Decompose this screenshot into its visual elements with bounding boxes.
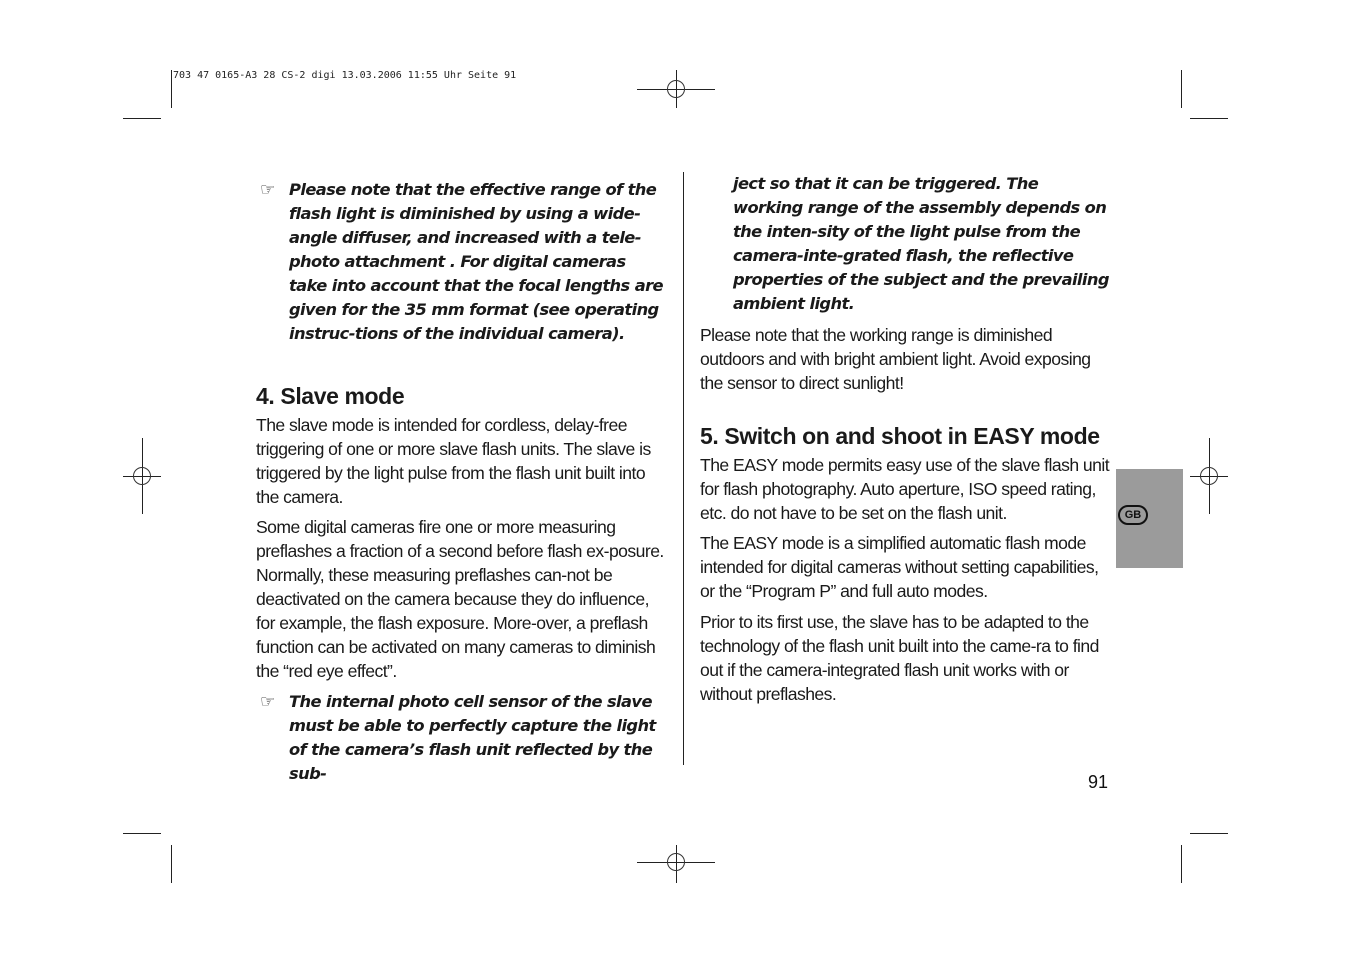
- crop-mark: [1181, 70, 1182, 108]
- section-heading: 4. Slave mode: [256, 383, 405, 409]
- language-badge: GB: [1118, 505, 1148, 525]
- note-text: ject so that it can be triggered. The working range of the assembly depends on the inten-sity of the light pulse from the camera-inte-grated flash, the reflective properties of the subject and the prevailing ambient light.: [733, 174, 1109, 313]
- pointing-hand-icon: ☞: [260, 692, 276, 712]
- registration-mark: [133, 467, 151, 485]
- note-block: [256, 690, 668, 786]
- paragraph: Some digital cameras fire one or more measuring preflashes a fraction of a second before flash ex-posure. Normally, these measuring preflashes can-not be deactivated on the camera because they do influence, for example, the flash exposure. More-over, a preflash function can be activated on many cameras to diminish the “red eye effect”.: [256, 517, 664, 681]
- note-block: [256, 178, 668, 346]
- registration-mark: [667, 853, 685, 871]
- paragraph: The EASY mode is a simplified automatic flash mode intended for digital cameras without setting capabilities, or the “Program P” and full auto modes.: [700, 533, 1099, 601]
- column-divider: [683, 172, 684, 765]
- left-column: [256, 178, 668, 786]
- note-text: Please note that the effective range of the flash light is diminished by using a wide-angle diffuser, and increased with a tele-photo attachment . For digital cameras take into account that the focal lengths are given for the 35 mm format (see operating instruc-tions of the individual camera).: [289, 180, 663, 343]
- pointing-hand-icon: ☞: [260, 180, 276, 200]
- crop-mark: [1181, 845, 1182, 883]
- crop-mark: [123, 833, 161, 834]
- registration-mark: [667, 80, 685, 98]
- crop-mark: [1190, 118, 1228, 119]
- page-number: 91: [1088, 772, 1109, 792]
- right-column: [700, 172, 1110, 706]
- paragraph: The slave mode is intended for cordless, delay-free triggering of one or more slave flash units. The slave is triggered by the light pulse from the flash unit built into the camera.: [256, 415, 651, 507]
- crop-mark: [123, 118, 161, 119]
- paragraph: The EASY mode permits easy use of the slave flash unit for flash photography. Auto aperture, ISO speed rating, etc. do not have to be set on the flash unit.: [700, 455, 1110, 523]
- note-text: The internal photo cell sensor of the slave must be able to perfectly capture the light of the camera’s flash unit reflected by the sub-: [289, 692, 656, 783]
- crop-mark: [171, 845, 172, 883]
- paragraph: Prior to its first use, the slave has to be adapted to the technology of the flash unit built into the came-ra to find out if the camera-integrated flash unit works with or without preflashes.: [700, 612, 1099, 704]
- print-header: 703 47 0165-A3 28 CS-2 digi 13.03.2006 11:55 Uhr Seite 91: [173, 70, 517, 81]
- crop-mark: [171, 70, 172, 108]
- registration-mark: [1200, 467, 1218, 485]
- section-heading: 5. Switch on and shoot in EASY mode: [700, 423, 1100, 449]
- note-continuation: [700, 172, 1110, 316]
- crop-mark: [1190, 833, 1228, 834]
- paragraph: Please note that the working range is diminished outdoors and with bright ambient light. Avoid exposing the sensor to direct sunlight!: [700, 325, 1091, 393]
